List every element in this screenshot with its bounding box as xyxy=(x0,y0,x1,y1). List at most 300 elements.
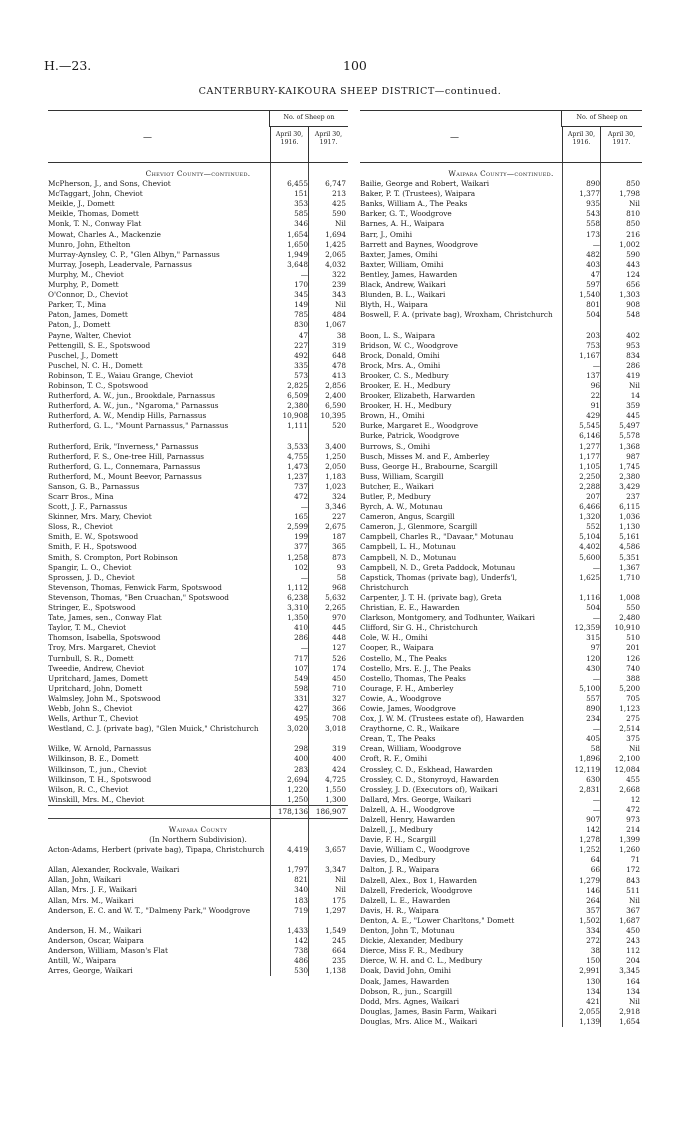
sheep-1916: 12,359 xyxy=(574,623,600,633)
sheep-1917: 5,351 xyxy=(619,552,640,562)
sheep-1916: 557 xyxy=(586,693,600,703)
table-row xyxy=(48,502,348,512)
sheep-1917: 1,250 xyxy=(325,451,346,461)
sheep-1916: 5,545 xyxy=(579,421,600,431)
owner-name: Brooker, Elizabeth, Harwarden xyxy=(360,391,476,401)
owner-name: Scott, J. F., Parnassus xyxy=(48,502,128,512)
owner-name: Crossley, C. D., Eskhead, Hawarden xyxy=(360,764,493,774)
sheep-1917: 227 xyxy=(332,512,346,522)
sheep-1916: 1,112 xyxy=(287,582,308,592)
owner-name: Douglas, Mrs. Alice M., Waikari xyxy=(360,1016,478,1026)
sheep-1917: 275 xyxy=(626,714,640,724)
sheep-1916: 353 xyxy=(294,199,308,209)
sheep-1917: 172 xyxy=(626,865,640,875)
sheep-count-header: No. of Sheep on xyxy=(561,111,642,127)
sheep-1916: 3,310 xyxy=(287,603,308,613)
sheep-1916: 102 xyxy=(294,562,308,572)
sheep-1917: 2,675 xyxy=(325,522,346,532)
owner-name: Stevenson, Thomas, Fenwick Farm, Spotswood xyxy=(48,582,222,592)
owner-name: Campbell, Charles R., "Davaar," Motunau xyxy=(360,532,514,542)
table-row xyxy=(360,603,642,613)
table-row xyxy=(360,502,642,512)
sheep-1917: 58 xyxy=(336,572,346,582)
sheep-1916: 492 xyxy=(294,350,308,360)
owner-name: Barr, J., Omihi xyxy=(360,229,413,239)
year-1916-header: April 30, 1916. xyxy=(562,127,600,162)
sheep-1917: 850 xyxy=(626,179,640,189)
owner-name: Dickie, Alexander, Medbury xyxy=(360,936,463,946)
sheep-1917: 237 xyxy=(626,492,640,501)
sheep-1917: 134 xyxy=(626,986,640,996)
sheep-1917: Nil xyxy=(334,219,346,229)
sheep-1916: 272 xyxy=(586,936,600,946)
table-row xyxy=(360,442,642,452)
table-row xyxy=(48,442,348,452)
sheep-1916: — xyxy=(592,804,600,814)
table-row xyxy=(48,512,348,522)
sheep-1917: 216 xyxy=(626,229,640,239)
year-1916-header: April 30, 1916. xyxy=(270,127,308,162)
owner-name: Mowat, Charles A., Mackenzie xyxy=(48,229,161,239)
sheep-1916: 203 xyxy=(586,330,600,340)
sheep-1916: — xyxy=(592,562,600,572)
sheep-1916: 91 xyxy=(590,401,600,411)
owner-name: Crossley, J. D. (Executors of), Waikari xyxy=(360,784,498,794)
owner-name: Scarr Bros., Mina xyxy=(48,492,114,501)
owner-name: Allan, John, Waikari xyxy=(48,875,122,885)
table-row xyxy=(360,421,642,431)
table-row xyxy=(360,563,642,573)
sheep-1916: 1,279 xyxy=(579,875,600,885)
sheep-1916: 234 xyxy=(586,714,600,724)
owner-name: McTaggart, John, Cheviot xyxy=(48,189,143,199)
owner-name: Sanson, G. B., Parnassus xyxy=(48,481,140,491)
owner-name: Crossley, C. D., Stonyroyd, Hawarden xyxy=(360,774,499,784)
sheep-1917: 590 xyxy=(332,209,346,219)
owner-name: Pettengill, S. E., Spotswood xyxy=(48,340,151,350)
sheep-1917: 810 xyxy=(626,209,640,219)
sheep-1917: 987 xyxy=(626,451,640,461)
owner-name: Walmsley, John M., Spotswood xyxy=(48,693,161,703)
owner-name: Skinner, Mrs. Mary, Cheviot xyxy=(48,512,152,522)
sheep-1917: 425 xyxy=(332,199,346,209)
table-row xyxy=(360,977,642,987)
sheep-1916: 3,020 xyxy=(287,724,308,734)
sheep-1917: 213 xyxy=(332,189,346,199)
owner-name: Christian, E. E., Hawarden xyxy=(360,603,460,613)
owner-name: Baxter, James, Omihi xyxy=(360,249,438,259)
table-header xyxy=(48,110,348,163)
owner-name: Murray-Aynsley, C. P., "Glen Albyn," Parnassus xyxy=(48,249,220,259)
sheep-1917: Nil xyxy=(628,380,640,390)
table-row xyxy=(48,320,348,330)
sheep-1916: 543 xyxy=(586,209,600,219)
owner-name: Douglas, James, Basin Farm, Waikari xyxy=(360,1006,497,1016)
total-1916: 178,136 xyxy=(277,806,308,816)
sheep-1917: 204 xyxy=(626,956,640,966)
table-row xyxy=(360,684,642,694)
owner-name: Dalzell, A. H., Woodgrove xyxy=(360,804,455,814)
table-row xyxy=(48,331,348,341)
table-row xyxy=(48,724,348,744)
sheep-1916: 47 xyxy=(298,330,308,340)
sheep-1917: 445 xyxy=(626,411,640,421)
sheep-1917: 38 xyxy=(336,330,346,340)
table-row xyxy=(360,765,642,775)
table-row xyxy=(360,381,642,391)
sheep-1916: 340 xyxy=(294,885,308,895)
owner-name: Anderson, William, Mason's Flat xyxy=(48,946,168,956)
sheep-1916: — xyxy=(592,794,600,804)
table-row xyxy=(48,492,348,502)
sheep-1916: 890 xyxy=(586,179,600,189)
table-row xyxy=(360,825,642,835)
owner-name: Wilson, R. C., Cheviot xyxy=(48,784,129,794)
sheep-1916: 1,177 xyxy=(579,451,600,461)
sheep-1916: 377 xyxy=(294,542,308,552)
owner-name: Tweedie, Andrew, Cheviot xyxy=(48,663,145,673)
sheep-1916: 598 xyxy=(294,683,308,693)
table-row xyxy=(48,351,348,361)
owner-name: Clarkson, Montgomery, and Todhunter, Waikari xyxy=(360,613,535,623)
sheep-1916: 1,111 xyxy=(287,421,308,431)
table-row xyxy=(48,664,348,674)
sheep-1916: 1,258 xyxy=(287,552,308,562)
sheep-1916: 97 xyxy=(590,643,600,653)
sheep-1917: 424 xyxy=(332,764,346,774)
owner-name: Meikle, Thomas, Domett xyxy=(48,209,139,219)
owner-name: Crean, T., The Peaks xyxy=(360,734,436,744)
sheep-1916: 6,455 xyxy=(287,179,308,189)
table-row xyxy=(48,966,348,976)
owner-name: Dodd, Mrs. Agnes, Waikari xyxy=(360,996,460,1006)
owner-name: Crean, William, Woodgrove xyxy=(360,744,462,754)
sheep-1917: 235 xyxy=(332,956,346,966)
sheep-1916: — xyxy=(300,572,308,582)
owner-name: Allan, Alexander, Rockvale, Waikari xyxy=(48,865,180,875)
sheep-1917: 1,549 xyxy=(325,925,346,935)
table-row xyxy=(360,613,642,623)
sheep-1916: 134 xyxy=(586,986,600,996)
sheep-1916: 227 xyxy=(294,340,308,350)
table-row xyxy=(360,664,642,674)
sheep-1916: 298 xyxy=(294,744,308,754)
table-row xyxy=(360,674,642,684)
sheep-1917: 2,265 xyxy=(325,603,346,613)
table-row xyxy=(360,997,642,1007)
sheep-1917: 327 xyxy=(332,693,346,703)
sheep-1917: 1,008 xyxy=(619,592,640,602)
table-row xyxy=(48,936,348,946)
owner-name: Campbell, N. D., Greta Paddock, Motunau xyxy=(360,562,516,572)
sheep-1917: 245 xyxy=(332,935,346,945)
sheep-1916: 403 xyxy=(586,259,600,269)
owner-name: Baxter, William, Omihi xyxy=(360,259,444,269)
owner-name: Burke, Patrick, Woodgrove xyxy=(360,431,460,441)
table-row xyxy=(48,674,348,684)
owner-name: Webb, John S., Cheviot xyxy=(48,703,133,713)
sheep-1916: 58 xyxy=(590,744,600,754)
sheep-1917: 664 xyxy=(332,946,346,956)
sheep-1917: 286 xyxy=(626,360,640,370)
owner-name: Cowie, A., Woodgrove xyxy=(360,693,442,703)
sheep-1916: 207 xyxy=(586,492,600,501)
table-row xyxy=(360,805,642,815)
sheep-1917: 843 xyxy=(626,875,640,885)
sheep-1916: 737 xyxy=(294,481,308,491)
sheep-1916: 173 xyxy=(586,229,600,239)
table-row xyxy=(48,462,348,472)
owner-name: Thomson, Isabella, Spotswood xyxy=(48,633,161,643)
owner-name: Spangir, L. O., Cheviot xyxy=(48,562,132,572)
sheep-1916: 165 xyxy=(294,512,308,522)
owner-name: Anderson, E. C. and W. T., "Dalmeny Park," Woodgrove xyxy=(48,905,251,915)
table-row xyxy=(360,623,642,633)
sheep-1916: 1,377 xyxy=(579,189,600,199)
sheep-1917: 10,395 xyxy=(320,411,346,421)
owner-name: Burke, Margaret E., Woodgrove xyxy=(360,421,479,431)
owner-name: Taylor, T. M., Cheviot xyxy=(48,623,127,633)
owner-name: Meikle, J., Domett xyxy=(48,199,115,209)
sheep-1917: 14 xyxy=(630,391,640,401)
sheep-1917: 445 xyxy=(332,623,346,633)
sheep-1916: 2,055 xyxy=(579,1006,600,1016)
table-row xyxy=(48,472,348,482)
sheep-1917: 648 xyxy=(332,350,346,360)
sheep-1916: 130 xyxy=(586,976,600,986)
table-row xyxy=(48,250,348,260)
owner-name: Winskill, Mrs. M., Cheviot xyxy=(48,794,145,804)
section-heading: Waipara County xyxy=(168,824,228,834)
sheep-1916: — xyxy=(300,643,308,653)
sheep-1916: — xyxy=(592,239,600,249)
sheep-1917: 93 xyxy=(336,562,346,572)
sheep-1916: 2,825 xyxy=(287,380,308,390)
table-row xyxy=(48,583,348,593)
table-row xyxy=(48,219,348,229)
sheep-1916: 22 xyxy=(590,391,600,401)
owner-name: Anderson, H. M., Waikari xyxy=(48,925,142,935)
table-row xyxy=(48,613,348,623)
sheep-1917: 705 xyxy=(626,693,640,703)
owner-name: Courage, F. H., Amberley xyxy=(360,683,454,693)
sheep-1917: 1,687 xyxy=(619,915,640,925)
owner-name: Dierce, W. H. and C. L., Medbury xyxy=(360,956,483,966)
sheep-1916: 1,650 xyxy=(287,239,308,249)
total-row xyxy=(48,805,348,819)
owner-name: Acton-Adams, Herbert (private bag), Tipapa, Christchurch xyxy=(48,845,265,855)
sheep-1916: 429 xyxy=(586,411,600,421)
owner-name: Sprossen, J. D., Cheviot xyxy=(48,572,135,582)
owner-name: Allan, Mrs. J. F., Waikari xyxy=(48,885,137,895)
sheep-1917: 367 xyxy=(626,905,640,915)
table-row xyxy=(48,906,348,926)
table-row xyxy=(360,351,642,361)
sheep-1916: 346 xyxy=(294,219,308,229)
sheep-1916: — xyxy=(592,613,600,623)
owner-name: Barker, G. T., Woodgrove xyxy=(360,209,452,219)
owner-name: Bailie, George and Robert, Waikari xyxy=(360,179,490,189)
sheep-1917: 526 xyxy=(332,653,346,663)
owner-name: Paton, James, Domett xyxy=(48,310,128,320)
sheep-1917: 1,138 xyxy=(325,966,346,976)
sheep-1917: 322 xyxy=(332,269,346,279)
owner-name: Dobson, R., jun., Scargill xyxy=(360,986,453,996)
owner-name: Campbell, L. H., Motunau xyxy=(360,542,456,552)
owner-name: Dalzell, Frederick, Woodgrove xyxy=(360,885,473,895)
sheep-1917: 3,018 xyxy=(325,724,346,734)
owner-name: Rutherford, M., Mount Beevor, Parnassus xyxy=(48,471,202,481)
owner-name: Puschel, N. C. H., Domett xyxy=(48,360,143,370)
table-row xyxy=(48,482,348,492)
owner-name: Stevenson, Thomas, "Ben Cruachan," Spotswood xyxy=(48,592,229,602)
sheep-1916: 549 xyxy=(294,673,308,683)
owner-name: Dalzell, J., Medbury xyxy=(360,825,433,835)
sheep-1917: 2,918 xyxy=(619,1006,640,1016)
owner-name: Murphy, M., Cheviot xyxy=(48,269,124,279)
table-row xyxy=(48,381,348,391)
sheep-1916: 335 xyxy=(294,360,308,370)
owner-name: Payne, Walter, Cheviot xyxy=(48,330,132,340)
table-row xyxy=(48,926,348,936)
sheep-1917: 968 xyxy=(332,582,346,592)
sheep-1916: 1,502 xyxy=(579,915,600,925)
sheep-1917: 5,497 xyxy=(619,421,640,431)
section-heading: Waipara County—continued. xyxy=(448,169,554,178)
table-row xyxy=(360,956,642,966)
sheep-1916: 717 xyxy=(294,653,308,663)
sheep-1917: 450 xyxy=(332,673,346,683)
table-row xyxy=(48,189,348,199)
table-row xyxy=(360,815,642,825)
table-row xyxy=(360,754,642,764)
owner-name: Cowie, James, Woodgrove xyxy=(360,703,456,713)
sheep-1917: 6,747 xyxy=(325,179,346,189)
owner-name: Butler, P., Medbury xyxy=(360,492,431,501)
sheep-1917: 708 xyxy=(332,714,346,724)
table-row xyxy=(360,845,642,855)
sheep-1917: 450 xyxy=(626,926,640,936)
sheep-1917: 1,368 xyxy=(619,441,640,451)
sheep-1917: 908 xyxy=(626,300,640,310)
sheep-1917: 1,297 xyxy=(325,905,346,915)
section-subheading: (In Northern Subdivision). xyxy=(149,835,247,844)
owner-name: Baker, P. T. (Trustees), Waipara xyxy=(360,189,476,199)
sheep-1916: 1,250 xyxy=(287,794,308,804)
sheep-1917: 443 xyxy=(626,259,640,269)
sheep-1916: 151 xyxy=(294,189,308,199)
sheep-1917: 402 xyxy=(626,330,640,340)
sheep-1916: 199 xyxy=(294,532,308,542)
sheep-1917: 126 xyxy=(626,653,640,663)
owner-name: Davie, William C., Woodgrove xyxy=(360,845,470,855)
sheep-1916: 6,238 xyxy=(287,592,308,602)
sheep-1916: 1,473 xyxy=(287,461,308,471)
table-row xyxy=(360,886,642,896)
owner-name: O'Connor, D., Cheviot xyxy=(48,290,129,300)
sheep-1916: 1,540 xyxy=(579,290,600,300)
owner-name: Costello, Thomas, The Peaks xyxy=(360,673,466,683)
owner-name: Murray, Joseph, Leadervale, Parnassus xyxy=(48,259,192,269)
table-row xyxy=(360,250,642,260)
sheep-1916: 801 xyxy=(586,300,600,310)
sheep-1917: 834 xyxy=(626,350,640,360)
sheep-1917: 112 xyxy=(626,946,640,956)
table-row xyxy=(360,401,642,411)
sheep-1917: Nil xyxy=(628,199,640,209)
sheep-1916: 573 xyxy=(294,370,308,380)
sheep-1916: 821 xyxy=(294,875,308,885)
sheep-1917: 2,380 xyxy=(619,471,640,481)
owner-name: Wilkinson, B. E., Domett xyxy=(48,754,139,764)
table-row xyxy=(48,270,348,280)
sheep-1916: 315 xyxy=(586,633,600,643)
owner-name: Burrows, S., Omihi xyxy=(360,441,431,451)
sheep-1916: 421 xyxy=(586,996,600,1006)
sheep-1916: 597 xyxy=(586,280,600,290)
sheep-1917: 740 xyxy=(626,663,640,673)
owner-name: Smith, F. H., Spotswood xyxy=(48,542,137,552)
table-row xyxy=(48,452,348,462)
sheep-1916: 1,252 xyxy=(579,845,600,855)
sheep-1917: 1,425 xyxy=(325,239,346,249)
sheep-1916: 830 xyxy=(294,320,308,330)
table-row xyxy=(360,633,642,643)
sheep-1917: 239 xyxy=(332,280,346,290)
sheep-1916: 558 xyxy=(586,219,600,229)
sheep-1917: 375 xyxy=(626,734,640,744)
owner-name: Boswell, F. A. (private bag), Wroxham, Christchurch xyxy=(360,310,553,320)
sheep-1916: 47 xyxy=(590,269,600,279)
sheep-1916: 66 xyxy=(590,865,600,875)
owner-name: Croft, R. F., Omihi xyxy=(360,754,428,764)
table-row xyxy=(48,785,348,795)
owner-name: Dallard, Mrs. George, Waikari xyxy=(360,794,472,804)
table-row xyxy=(360,341,642,351)
sheep-1917: Nil xyxy=(334,875,346,885)
owner-name: Wilkinson, T. H., Spotswood xyxy=(48,774,152,784)
table-row xyxy=(48,956,348,966)
sheep-1917: 1,036 xyxy=(619,512,640,522)
sheep-1916: 5,100 xyxy=(579,683,600,693)
owner-name: Robinson, T. C., Spotswood xyxy=(48,380,149,390)
owner-name: Black, Andrew, Waikari xyxy=(360,280,446,290)
table-row xyxy=(360,260,642,270)
sheep-1916: 719 xyxy=(294,905,308,915)
sheep-1916: 120 xyxy=(586,653,600,663)
table-row xyxy=(48,684,348,694)
sheep-1917: 319 xyxy=(332,744,346,754)
table-row xyxy=(48,280,348,290)
table-row xyxy=(48,260,348,270)
table-row xyxy=(48,290,348,300)
owner-name: Rutherford, G. L., Connemara, Parnassus xyxy=(48,461,201,471)
table-row xyxy=(360,391,642,401)
right-rows xyxy=(360,163,642,1027)
sheep-1916: 6,509 xyxy=(287,391,308,401)
page-title: CANTERBURY-KAIKOURA SHEEP DISTRICT—continued. xyxy=(198,86,502,97)
page-header-code: H.—23. xyxy=(44,58,92,73)
owner-name: Blyth, H., Waipara xyxy=(360,300,428,310)
table-row xyxy=(360,411,642,421)
sheep-1916: 1,320 xyxy=(579,512,600,522)
sheep-1916: 183 xyxy=(294,895,308,905)
sheep-1917: Nil xyxy=(334,300,346,310)
table-row xyxy=(360,230,642,240)
table-row xyxy=(48,553,348,563)
sheep-1917: 10,910 xyxy=(614,623,640,633)
sheep-1916: 400 xyxy=(294,754,308,764)
